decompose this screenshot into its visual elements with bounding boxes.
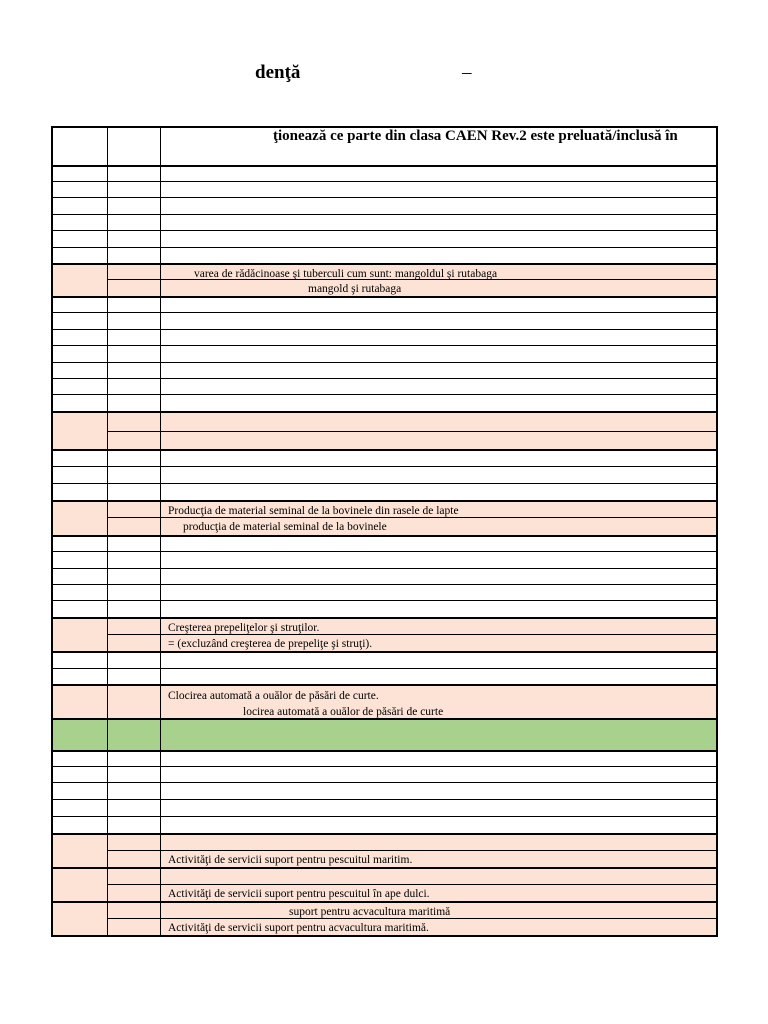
table-row — [53, 568, 716, 584]
table-cell — [108, 635, 161, 651]
table-cell — [53, 182, 108, 197]
group-code-cell — [53, 411, 108, 449]
table-cell — [161, 767, 716, 782]
table-cell — [53, 231, 108, 247]
table-row — [53, 884, 716, 901]
table-row — [53, 378, 716, 394]
table-cell — [108, 518, 161, 535]
table-cell — [108, 432, 161, 449]
table-cell — [108, 265, 161, 279]
table-cell — [53, 601, 108, 617]
group-code-cell — [53, 867, 108, 901]
page-heading-left: denţă — [255, 62, 301, 83]
table-cell — [108, 182, 161, 197]
table-cell — [53, 330, 108, 345]
table-cell — [108, 569, 161, 584]
table-cell — [108, 720, 161, 750]
group-code-cell — [53, 901, 108, 935]
table-cell — [108, 363, 161, 378]
table-cell — [108, 601, 161, 617]
table-cell — [53, 669, 108, 684]
table-row — [53, 197, 716, 214]
table-row — [53, 483, 716, 500]
table-cell — [53, 363, 108, 378]
table-cell — [108, 800, 161, 816]
table-cell — [108, 467, 161, 483]
table-cell — [53, 552, 108, 568]
table-cell — [108, 919, 161, 935]
table-row — [53, 181, 716, 197]
table-cell — [53, 537, 108, 551]
table-cell-text: varea de rădăcinoase şi tuberculi cum sunt: mangoldul şi rutabaga — [194, 268, 498, 279]
table-cell — [108, 835, 161, 850]
table-cell — [161, 330, 716, 345]
table-header-text: ţionează ce parte din clasa CAEN Rev.2 este preluată/inclusă în — [273, 128, 678, 144]
table-cell — [108, 869, 161, 884]
table-cell — [53, 248, 108, 263]
table-row — [53, 918, 716, 935]
table-cell-text: = (excluzând creşterea de prepeliţe şi struţi). — [168, 638, 373, 650]
table-row — [53, 551, 716, 568]
table-cell — [53, 653, 108, 668]
table-cell — [53, 686, 108, 718]
table-row — [53, 833, 716, 850]
table-row — [53, 411, 716, 431]
table-cell — [108, 395, 161, 411]
table-cell — [108, 451, 161, 466]
table-cell — [53, 817, 108, 833]
table-cell — [108, 783, 161, 799]
table-row — [53, 500, 716, 517]
table-row — [53, 466, 716, 483]
table-cell — [53, 783, 108, 799]
table-row — [53, 214, 716, 230]
table-cell — [108, 686, 161, 718]
table-row — [53, 750, 716, 766]
table-cell — [108, 484, 161, 500]
table-cell — [161, 182, 716, 197]
table-row — [53, 617, 716, 634]
group-code-cell — [53, 833, 108, 867]
table-row — [53, 600, 716, 617]
table-cell — [161, 198, 716, 214]
table-cell — [53, 451, 108, 466]
table-cell — [161, 869, 716, 884]
table-cell-text: mangold şi rutabaga — [308, 283, 402, 295]
table-cell — [161, 413, 716, 431]
table-cell — [108, 313, 161, 329]
table-row — [53, 867, 716, 884]
table-cell — [53, 720, 108, 750]
table-cell — [108, 619, 161, 634]
group-code-cell — [53, 500, 108, 535]
table-cell-text: Producţia de material seminal de la bovinele din rasele de lapte — [168, 505, 459, 517]
table-cell — [161, 167, 716, 181]
table-cell — [161, 379, 716, 394]
table-cell — [161, 585, 716, 600]
table-row — [53, 362, 716, 378]
table-cell — [161, 215, 716, 230]
table-cell — [53, 800, 108, 816]
table-cell — [53, 128, 108, 165]
table-cell — [161, 783, 716, 799]
table-row — [53, 517, 716, 535]
table-cell — [108, 585, 161, 600]
table-cell — [161, 835, 716, 850]
table-row — [53, 766, 716, 782]
table-cell — [108, 752, 161, 766]
table-row — [53, 634, 716, 651]
table-cell — [108, 231, 161, 247]
table-cell — [108, 128, 161, 165]
table-cell — [108, 346, 161, 362]
table-cell — [161, 395, 716, 411]
table-cell — [161, 248, 716, 263]
table-row — [53, 651, 716, 668]
table-cell-text: producţia de material seminal de la bovinele — [183, 521, 387, 533]
table-row — [53, 296, 716, 312]
table-row — [53, 394, 716, 411]
table-cell — [161, 817, 716, 833]
table-cell-line: Clocirea automată a ouălor de păsări de curte. — [168, 690, 379, 702]
table-cell — [108, 330, 161, 345]
table-row — [53, 279, 716, 296]
table-cell — [53, 298, 108, 312]
table-cell — [108, 298, 161, 312]
table-cell — [108, 167, 161, 181]
table-cell — [53, 484, 108, 500]
table-cell — [161, 720, 716, 750]
table-cell — [53, 585, 108, 600]
table-row — [53, 584, 716, 600]
table-row — [53, 345, 716, 362]
table-cell — [53, 313, 108, 329]
table-cell — [53, 346, 108, 362]
table-cell — [161, 484, 716, 500]
table-cell — [108, 198, 161, 214]
table-row — [53, 782, 716, 799]
table-cell-text: Activităţi de servicii suport pentru pescuitul maritim. — [168, 854, 413, 866]
table-row-highlight — [53, 718, 716, 750]
table-cell — [161, 569, 716, 584]
table-cell — [161, 669, 716, 684]
table-cell — [53, 215, 108, 230]
table-cell — [108, 767, 161, 782]
table-cell — [161, 467, 716, 483]
table-cell — [161, 653, 716, 668]
table-cell — [161, 231, 716, 247]
table-cell — [53, 167, 108, 181]
table-row — [53, 799, 716, 816]
table-cell-text: suport pentru acvacultura maritimă — [289, 906, 451, 918]
table-cell — [108, 669, 161, 684]
table-cell-line: locirea automată a ouălor de păsări de curte — [243, 706, 444, 718]
table-cell-text: Activităţi de servicii suport pentru acvacultura maritimă. — [168, 922, 429, 934]
table-cell — [161, 432, 716, 449]
table-cell — [161, 752, 716, 766]
table-cell — [108, 537, 161, 551]
table-cell — [108, 653, 161, 668]
table-cell — [108, 885, 161, 901]
table-cell — [108, 413, 161, 431]
table-cell — [108, 903, 161, 918]
table-cell — [161, 298, 716, 312]
table-cell — [161, 537, 716, 551]
table-cell — [108, 552, 161, 568]
table-row — [53, 312, 716, 329]
table-cell — [108, 851, 161, 867]
table-cell — [53, 752, 108, 766]
page-heading-dash: – — [462, 62, 472, 83]
table-cell-text: Activităţi de servicii suport pentru pescuitul în ape dulci. — [168, 888, 430, 900]
table-cell — [53, 395, 108, 411]
table-row — [53, 247, 716, 263]
table-cell — [53, 767, 108, 782]
group-code-cell — [53, 617, 108, 651]
table-row — [53, 165, 716, 181]
table-row — [53, 431, 716, 449]
table-row — [53, 901, 716, 918]
table-row — [53, 449, 716, 466]
table-cell — [108, 502, 161, 517]
table-row — [53, 535, 716, 551]
table-row — [53, 329, 716, 345]
table-cell-text: Creşterea prepeliţelor şi struţilor. — [168, 622, 320, 634]
group-code-cell — [53, 263, 108, 296]
table-cell — [53, 569, 108, 584]
table-cell — [108, 248, 161, 263]
table-cell — [108, 379, 161, 394]
table-row — [53, 850, 716, 867]
table-cell — [53, 379, 108, 394]
table-cell — [161, 800, 716, 816]
table-cell-text — [161, 686, 716, 718]
table-cell — [161, 363, 716, 378]
table-row — [53, 668, 716, 684]
table-row — [53, 230, 716, 247]
table-cell — [108, 215, 161, 230]
table-row — [53, 816, 716, 833]
table-cell — [53, 467, 108, 483]
table-row — [53, 684, 716, 718]
table-header-row — [53, 128, 716, 165]
caen-correspondence-table — [51, 126, 718, 937]
table-cell — [108, 280, 161, 296]
table-cell — [161, 313, 716, 329]
table-cell — [161, 601, 716, 617]
table-cell — [161, 552, 716, 568]
table-cell — [53, 198, 108, 214]
table-row — [53, 263, 716, 279]
table-cell — [161, 451, 716, 466]
table-cell — [161, 346, 716, 362]
table-cell — [108, 817, 161, 833]
